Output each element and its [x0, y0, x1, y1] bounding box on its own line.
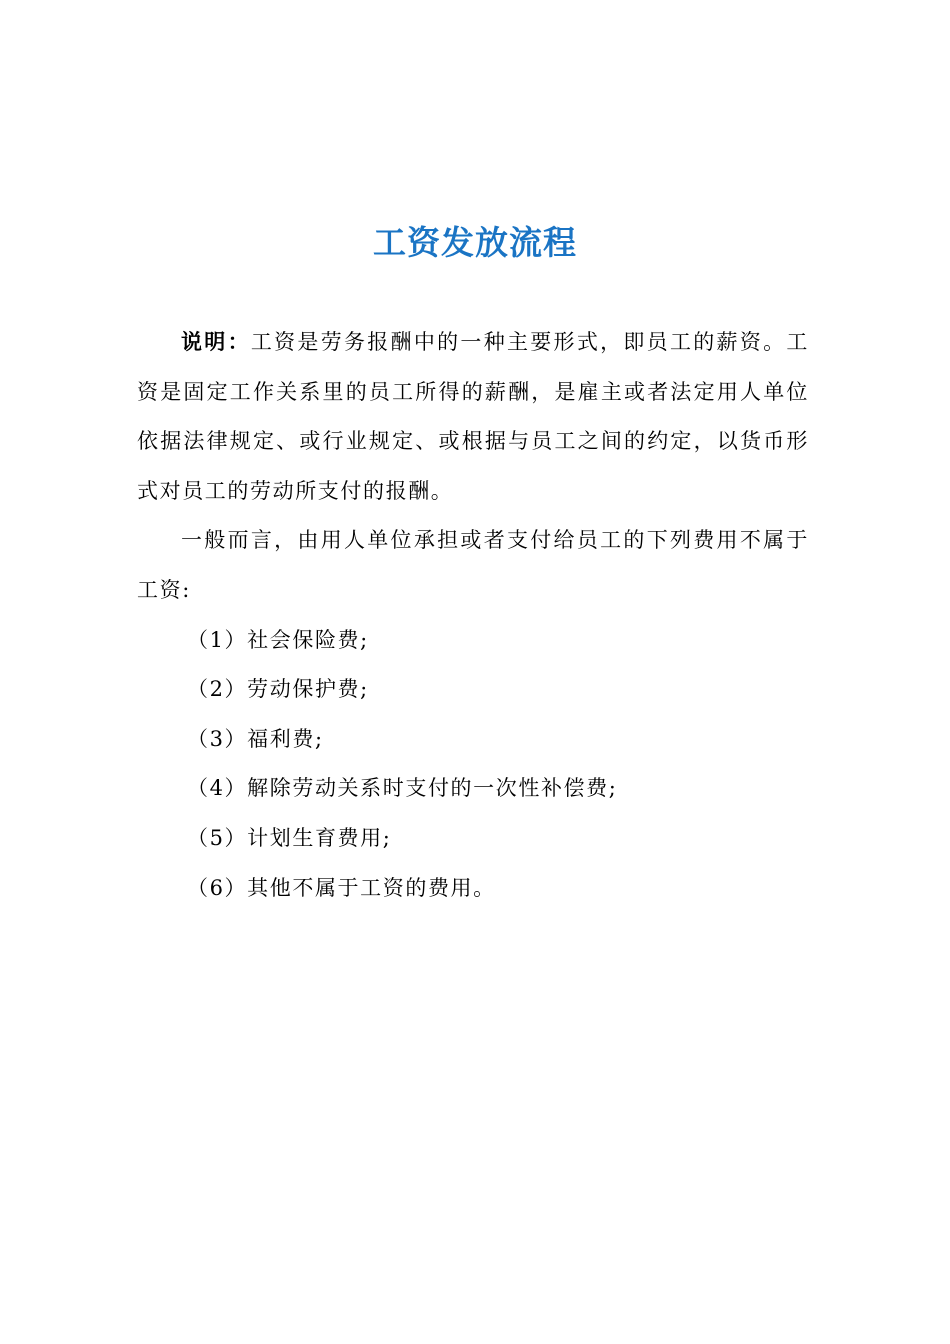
list-item: （1）社会保险费; [187, 627, 369, 652]
list-item: （6）其他不属于工资的费用。 [187, 875, 496, 900]
intro-text: 工资是劳务报酬中的一种主要形式，即员工的薪资。工资是固定工作关系里的员工所得的薪酬，是雇主或者法定用人单位依据法律规定、或行业规定、或根据与员工之间的约定，以货币形式对员工的劳动所支付的报酬。 [137, 330, 809, 503]
exclusion-list [137, 616, 809, 914]
document-title: 工资发放流程 [373, 223, 577, 262]
exclusion-paragraph: 一般而言，由用人单位承担或者支付给员工的下列费用不属于工资: [137, 528, 809, 602]
list-item: （5）计划生育费用; [187, 825, 392, 850]
list-item: （3）福利费; [187, 726, 324, 751]
list-item: （4）解除劳动关系时支付的一次性补偿费; [187, 776, 618, 801]
list-item: （2）劳动保护费; [187, 677, 369, 702]
intro-label: 说明： [181, 329, 251, 354]
document-body [137, 317, 809, 913]
intro-paragraph [137, 317, 809, 516]
